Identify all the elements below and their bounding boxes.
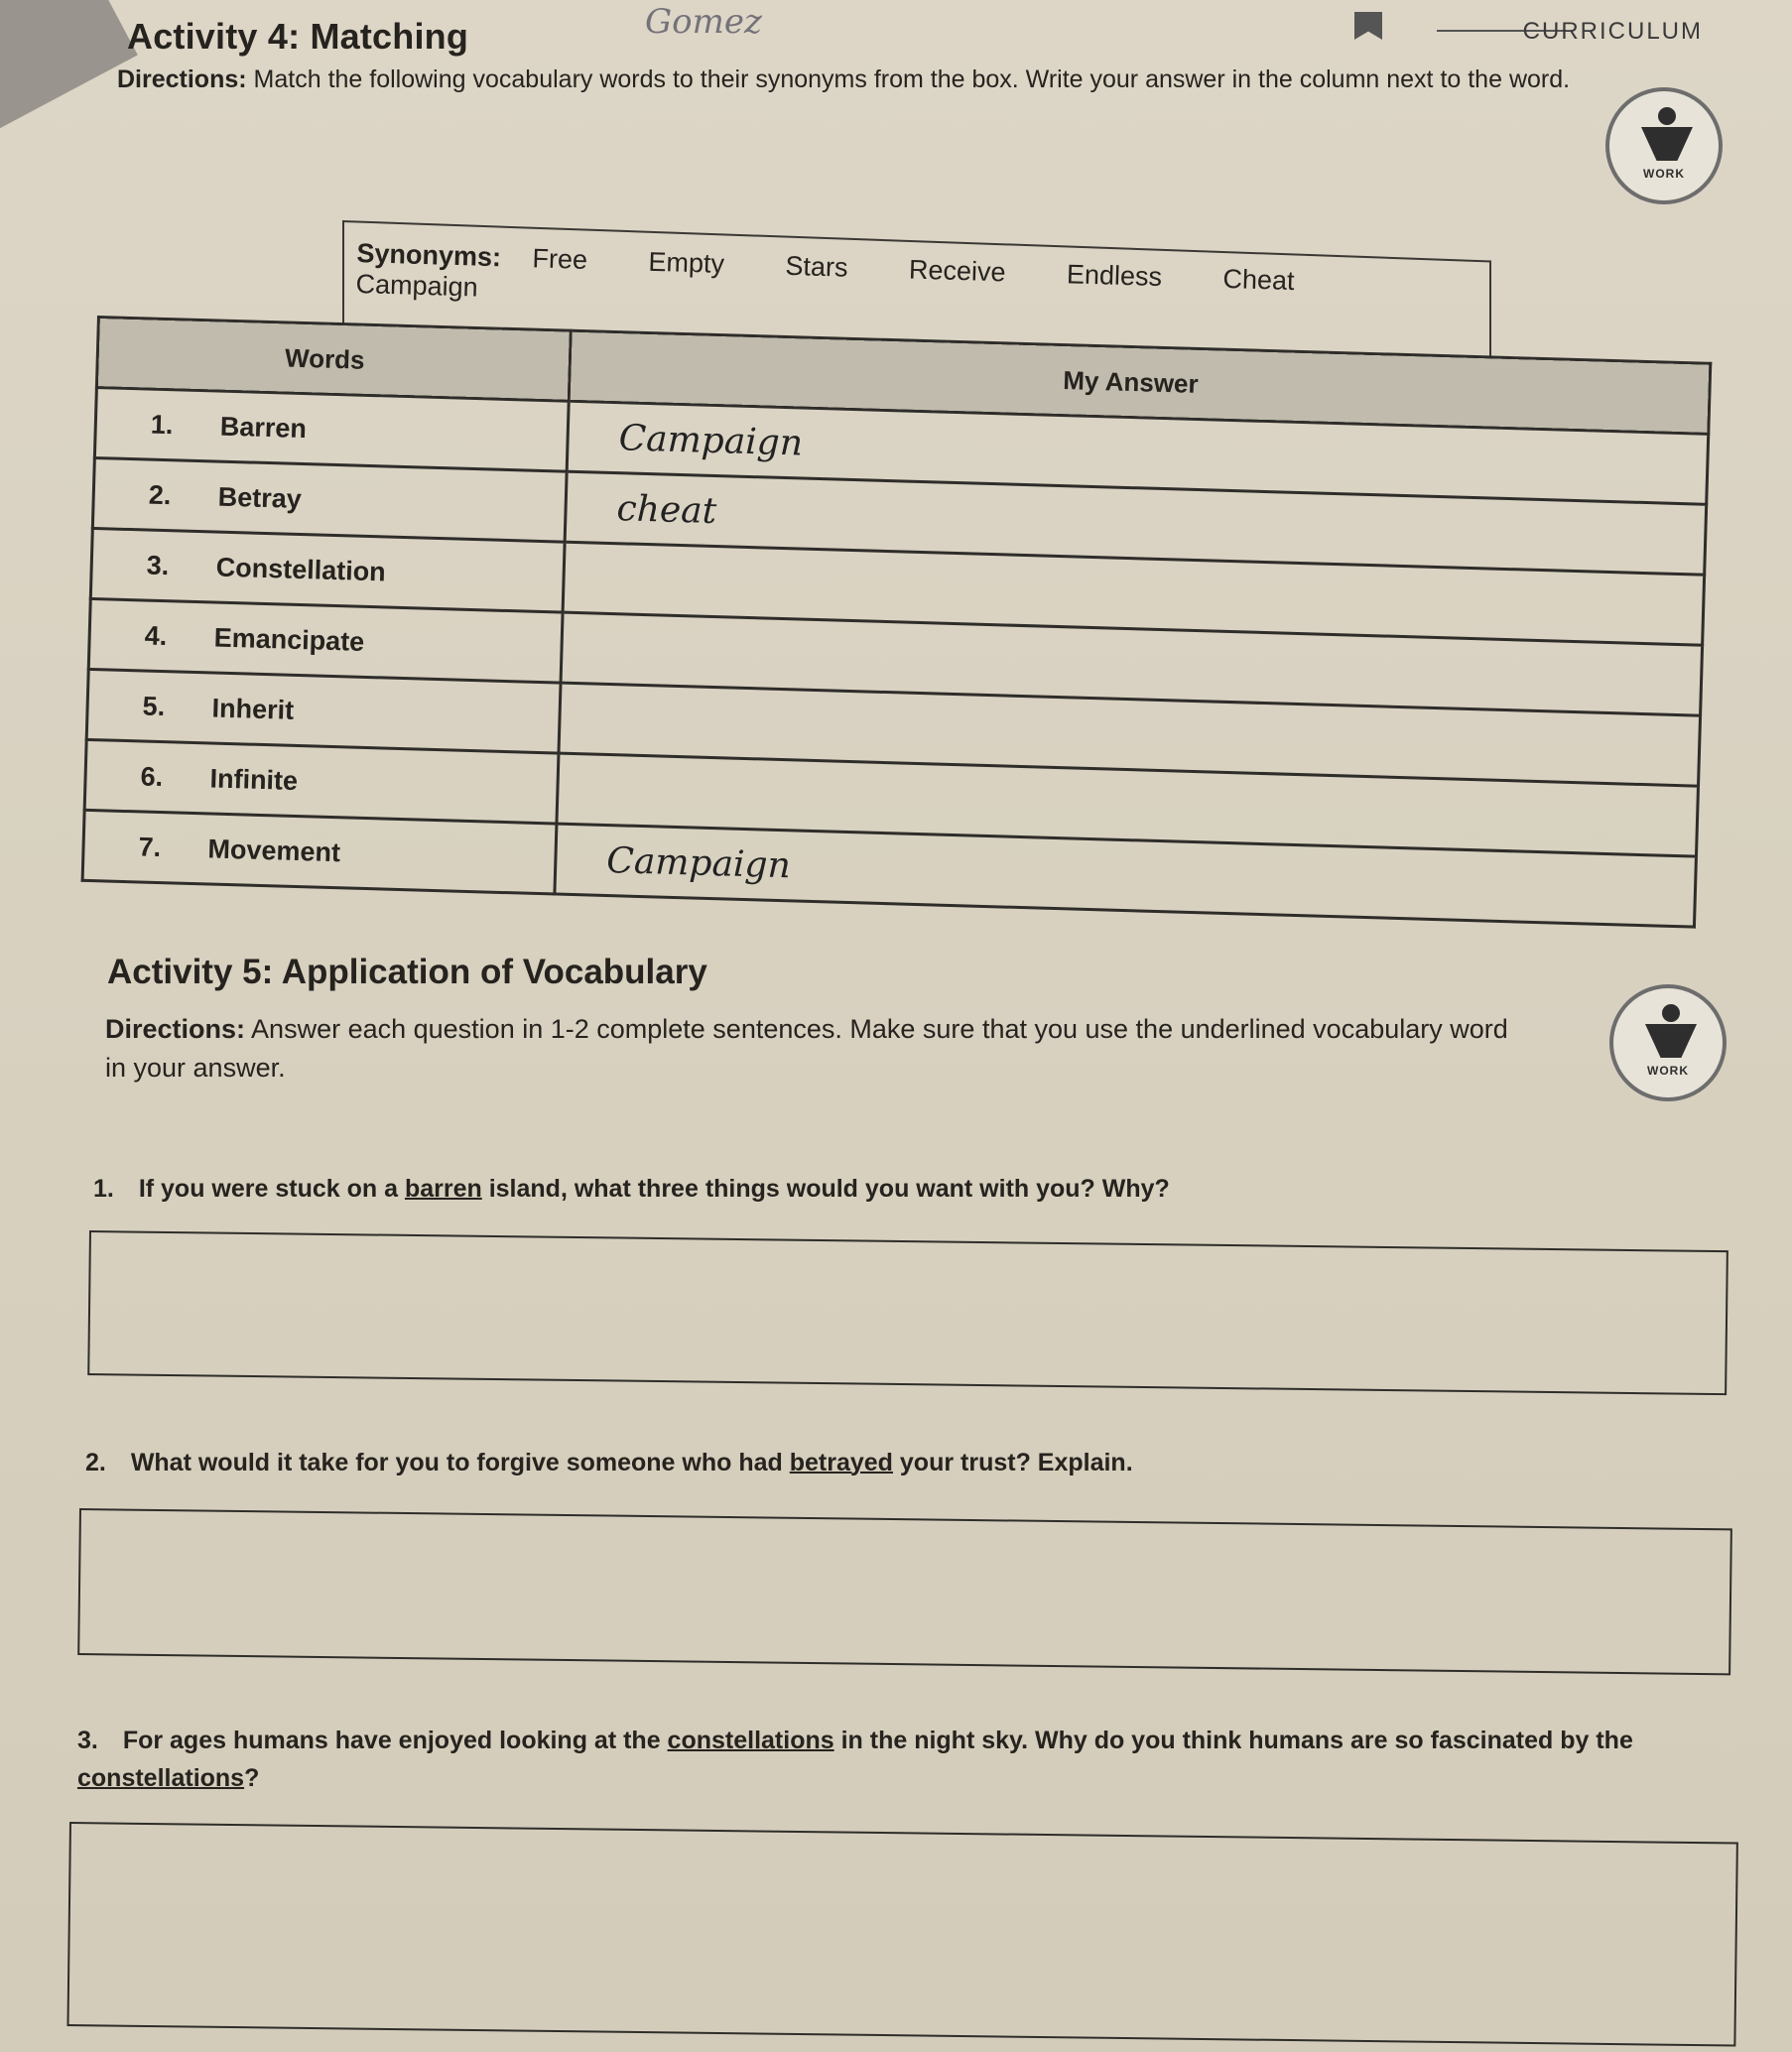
synonyms-label: Synonyms: bbox=[356, 238, 502, 273]
question-number: 2. bbox=[85, 1449, 106, 1476]
bookmark-icon bbox=[1354, 12, 1382, 40]
answer-box-3[interactable] bbox=[66, 1822, 1737, 2047]
word-cell bbox=[92, 457, 567, 542]
answer-field[interactable]: Campaign bbox=[567, 401, 1709, 504]
row-number: 1. bbox=[150, 409, 174, 440]
row-number: 7. bbox=[138, 831, 162, 862]
underlined-vocab-word: betrayed bbox=[789, 1449, 893, 1476]
word-cell bbox=[86, 669, 561, 753]
answer-field[interactable]: cheat bbox=[565, 471, 1707, 575]
word-cell bbox=[88, 598, 563, 683]
word-text: Movement bbox=[207, 833, 341, 867]
question-text-suffix: your trust? Explain. bbox=[892, 1449, 1133, 1476]
my-answer-header: My Answer bbox=[569, 330, 1711, 434]
badge-label: WORK bbox=[1643, 167, 1685, 181]
question-text-suffix: island, what three things would you want with you? Why? bbox=[481, 1175, 1170, 1203]
words-header: Words bbox=[96, 318, 571, 402]
synonym-stars: Stars bbox=[785, 250, 848, 283]
word-text: Inherit bbox=[211, 693, 295, 725]
person-icon-head bbox=[1662, 1004, 1680, 1022]
question-1 bbox=[93, 1171, 1740, 1209]
word-cell bbox=[84, 739, 559, 824]
activity4-directions-text: Match the following vocabulary words to their synonyms from the box. Write your answer in the column next to the word. bbox=[253, 65, 1571, 93]
activity5-title: Activity 5: Application of Vocabulary bbox=[107, 953, 707, 991]
activity5-directions-text: Answer each question in 1-2 complete sentences. Make sure that you use the underlined vocabulary word in your answer. bbox=[105, 1014, 1508, 1084]
question-3 bbox=[77, 1723, 1725, 1797]
activity4-directions-label: Directions: bbox=[117, 65, 247, 93]
activity4-directions bbox=[117, 64, 1605, 97]
synonym-endless: Endless bbox=[1066, 259, 1163, 293]
word-text: Betray bbox=[217, 481, 303, 514]
synonym-cheat: Cheat bbox=[1222, 263, 1295, 297]
question-number: 3. bbox=[77, 1727, 98, 1754]
matching-table-wrap bbox=[81, 316, 1713, 929]
activity4-title: Activity 4: Matching bbox=[127, 16, 469, 57]
badge-label: WORK bbox=[1647, 1064, 1689, 1078]
matching-table bbox=[81, 316, 1713, 929]
word-text: Constellation bbox=[215, 552, 387, 586]
underlined-vocab-word: constellations bbox=[667, 1727, 834, 1754]
row-number: 3. bbox=[146, 550, 170, 580]
row-number: 6. bbox=[140, 760, 164, 792]
person-icon-body bbox=[1645, 1024, 1697, 1058]
person-icon-body bbox=[1641, 127, 1693, 161]
row-number: 5. bbox=[142, 690, 166, 721]
question-text-prefix: What would it take for you to forgive someone who had bbox=[130, 1449, 790, 1476]
word-cell bbox=[82, 810, 557, 894]
independent-work-badge-2 bbox=[1609, 984, 1727, 1101]
word-text: Barren bbox=[219, 411, 308, 444]
student-name-handwriting: Gomez bbox=[645, 2, 762, 42]
question-text-middle: in the night sky. Why do you think humans are so fascinated by the bbox=[833, 1727, 1633, 1754]
activity5-directions bbox=[105, 1010, 1514, 1088]
activity5-directions-label: Directions: bbox=[105, 1014, 246, 1044]
independent-work-badge bbox=[1605, 87, 1723, 204]
row-number: 4. bbox=[144, 620, 168, 651]
person-icon-head bbox=[1658, 107, 1676, 125]
row-number: 2. bbox=[148, 479, 172, 510]
underlined-vocab-word-2: constellations bbox=[77, 1763, 245, 1792]
underlined-vocab-word: barren bbox=[404, 1175, 482, 1203]
synonym-free: Free bbox=[532, 243, 588, 275]
synonym-receive: Receive bbox=[908, 254, 1006, 288]
question-text-prefix: For ages humans have enjoyed looking at the bbox=[122, 1727, 668, 1754]
question-text-prefix: If you were stuck on a bbox=[138, 1175, 405, 1203]
answer-field[interactable]: Campaign bbox=[555, 824, 1697, 927]
question-text-suffix: ? bbox=[244, 1763, 260, 1792]
curriculum-brand: CURRICULUM bbox=[1522, 18, 1703, 45]
word-cell bbox=[94, 388, 569, 472]
answer-box-2[interactable] bbox=[77, 1508, 1732, 1675]
question-2 bbox=[85, 1445, 1732, 1482]
answer-box-1[interactable] bbox=[87, 1230, 1728, 1395]
word-text: Emancipate bbox=[213, 622, 365, 657]
synonym-empty: Empty bbox=[648, 246, 725, 279]
word-cell bbox=[90, 528, 565, 612]
word-text: Infinite bbox=[209, 762, 299, 796]
synonym-campaign: Campaign bbox=[355, 268, 479, 303]
question-number: 1. bbox=[93, 1175, 114, 1203]
